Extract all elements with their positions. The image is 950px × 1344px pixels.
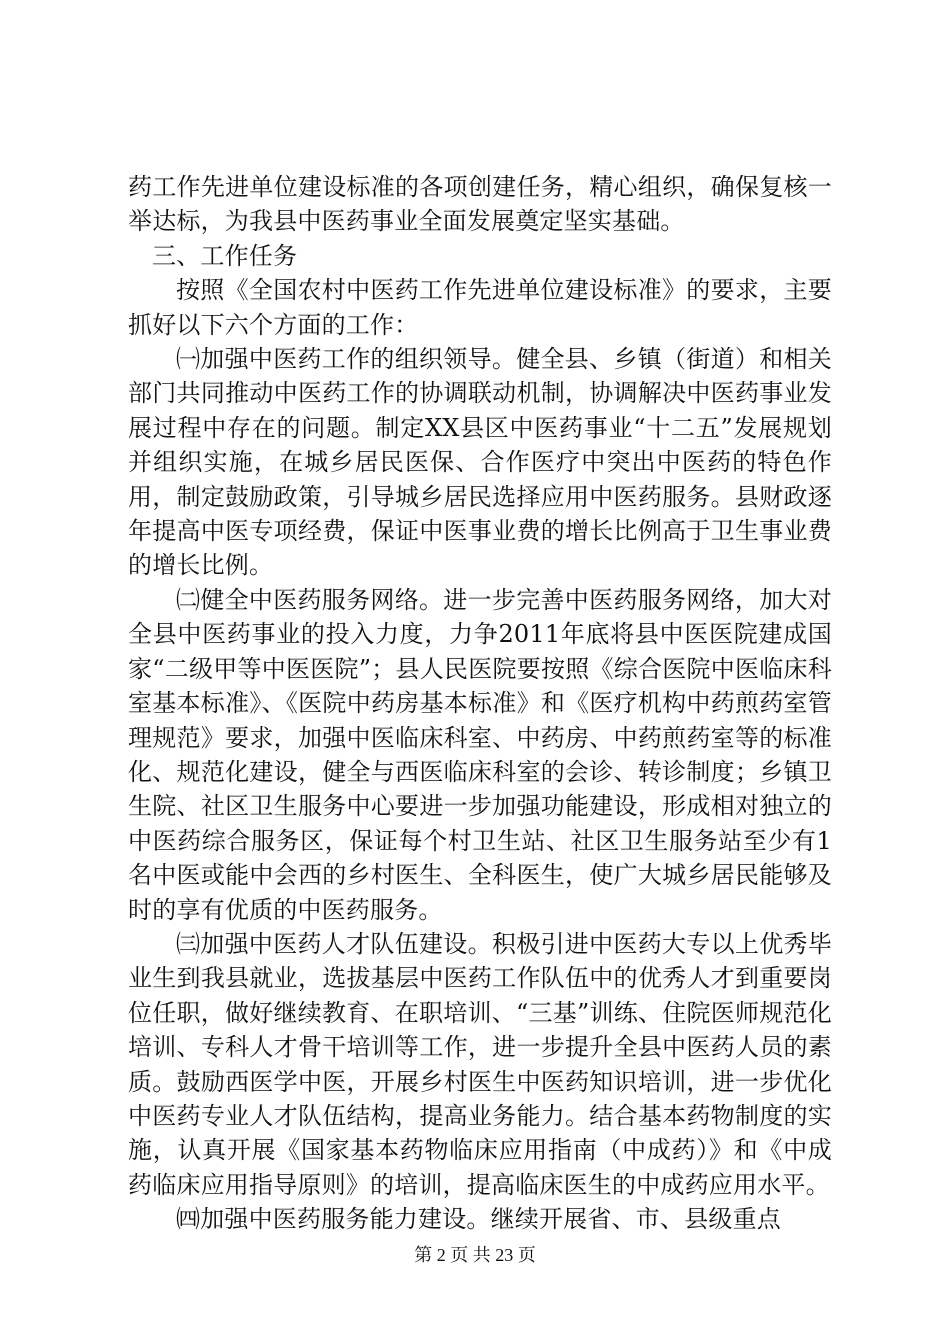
paragraph-continuation: 药工作先进单位建设标准的各项创建任务，精心组织，确保复核一举达标，为我县中医药事业全面发展奠定坚实基础。: [128, 173, 832, 236]
page-footer: 第 2 页 共 23 页: [414, 1245, 536, 1265]
paragraph-item-2: ㈡健全中医药服务网络。进一步完善中医药服务网络，加大对全县中医药事业的投入力度，力争2011年底将县中医医院建成国家“二级甲等中医医院”；县人民医院要按照《综合医院中医临床科室基本标准》、《医院中药房基本标准》和《医疗机构中药煎药室管理规范》要求，加强中医临床科室、中药房、中药煎药室等的标准化、规范化建设，健全与西医临床科室的会诊、转诊制度；乡镇卫生院、社区卫生服务中心要进一步加强功能建设，形成相对独立的中医药综合服务区，保证每个村卫生站、社区卫生服务站至少有1名中医或能中会西的乡村医生、全科医生，使广大城乡居民能够及时的享有优质的中医药服务。: [128, 585, 832, 924]
paragraph-item-3: ㈢加强中医药人才队伍建设。积极引进中医药大专以上优秀毕业生到我县就业，选拔基层中医药工作队伍中的优秀人才到重要岗位任职，做好继续教育、在职培训、“三基”训练、住院医师规范化培训、专科人才骨干培训等工作，进一步提升全县中医药人员的素质。鼓励西医学中医，开展乡村医生中医药知识培训，进一步优化中医药专业人才队伍结构，提高业务能力。结合基本药物制度的实施，认真开展《国家基本药物临床应用指南（中成药）》和《中成药临床应用指导原则》的培训，提高临床医生的中成药应用水平。: [128, 929, 832, 1199]
paragraph-item-1: ㈠加强中医药工作的组织领导。健全县、乡镇（街道）和相关部门共同推动中医药工作的协调联动机制，协调解决中医药事业发展过程中存在的问题。制定XX县区中医药事业“十二五”发展规划并组织实施，在城乡居民医保、合作医疗中突出中医药的特色作用，制定鼓励政策，引导城乡居民选择应用中医药服务。县财政逐年提高中医专项经费，保证中医事业费的增长比例高于卫生事业费的增长比例。: [128, 345, 832, 580]
section-heading: 三、工作任务: [152, 241, 298, 270]
paragraph-intro: 按照《全国农村中医药工作先进单位建设标准》的要求，主要抓好以下六个方面的工作：: [128, 276, 832, 339]
paragraph-item-4: ㈣加强中医药服务能力建设。继续开展省、市、县级重点: [176, 1205, 781, 1234]
document-body: [128, 170, 832, 1237]
